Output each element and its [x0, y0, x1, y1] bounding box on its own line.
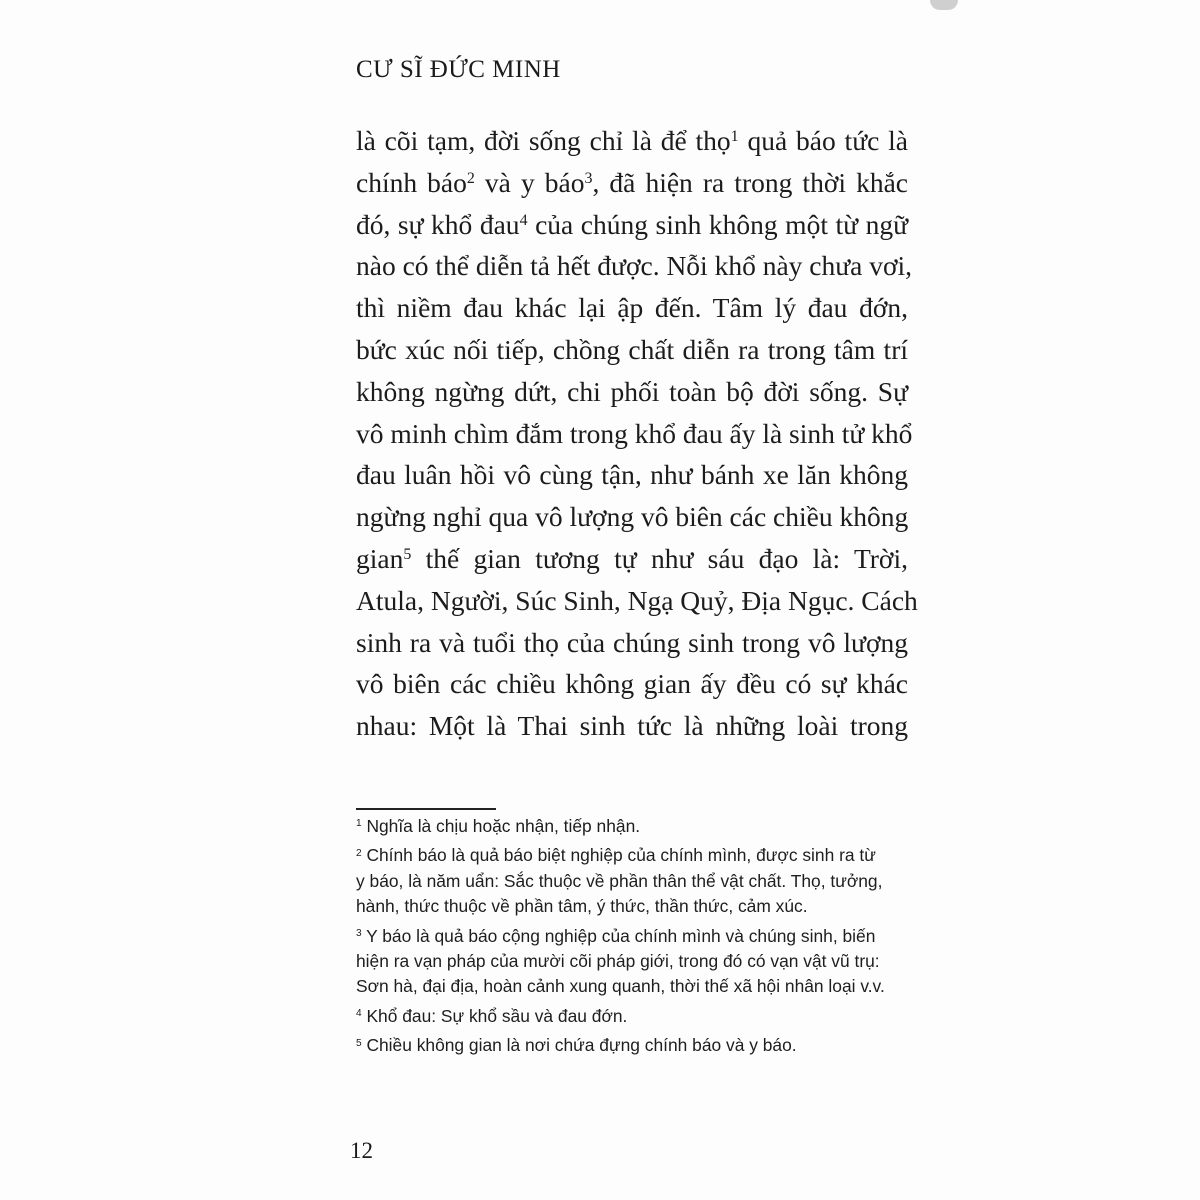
footnote-text: Khổ đau: Sự khổ sầu và đau đớn. — [366, 1005, 628, 1026]
footnote-line — [356, 843, 912, 868]
body-text-run: sinh ra và tuổi thọ của chúng sinh trong vô lượng — [356, 626, 908, 658]
footnote-reference: 3 — [584, 170, 593, 188]
body-text-run: nhau: Một là Thai sinh tức là những loài trong — [356, 710, 908, 742]
footnote-reference: 5 — [403, 546, 412, 564]
body-text-run: gian — [356, 542, 404, 574]
footnote — [356, 924, 912, 1000]
footnote-text: Sơn hà, đại địa, hoàn cảnh xung quanh, thời thế xã hội nhân loại v.v. — [356, 976, 885, 997]
body-text-run: thế gian tương tự như sáu đạo là: Trời, — [411, 542, 908, 574]
footnote-mark: 4 — [356, 1008, 362, 1020]
body-text-run: của chúng sinh không một từ ngữ — [527, 208, 908, 240]
body-text-run: vô minh chìm đắm trong khổ đau ấy là sinh tử khổ — [356, 417, 913, 449]
body-text-run: , đã hiện ra trong thời khắc — [592, 166, 908, 198]
body-line — [356, 580, 918, 622]
footnote-mark: 3 — [356, 928, 362, 940]
body-text-run: thì niềm đau khác lại ập đến. Tâm lý đau đớn, — [356, 292, 908, 324]
footnote-line — [356, 974, 912, 999]
footnote — [356, 814, 912, 839]
body-text-run: quả báo tức là — [738, 125, 908, 156]
footnote-mark: 1 — [356, 818, 362, 830]
body-line — [356, 538, 908, 580]
footnote-text: Y báo là quả báo cộng nghiệp của chính mình và chúng sinh, biến — [366, 925, 876, 946]
footnote-line — [356, 949, 912, 974]
body-text-run: đó, sự khổ đau — [356, 208, 520, 240]
body-text-run: ngừng nghỉ qua vô lượng vô biên các chiều không — [356, 501, 909, 533]
footnotes — [356, 814, 912, 1063]
footnote-line — [356, 1033, 912, 1058]
body-line — [356, 622, 908, 664]
body-text-run: chính báo — [356, 166, 467, 198]
footnote-line — [356, 869, 912, 894]
body-line — [356, 120, 908, 162]
footnote — [356, 1004, 912, 1029]
body-text-run: đau luân hồi vô cùng tận, như bánh xe lăn không — [356, 459, 908, 491]
footnote-mark: 2 — [356, 847, 362, 859]
body-text-run: và y báo — [474, 166, 585, 198]
body-line — [356, 413, 913, 455]
body-text-run: Atula, Người, Súc Sinh, Ngạ Quỷ, Địa Ngục. Cách — [356, 584, 918, 616]
body-line — [356, 454, 908, 496]
body-line — [356, 496, 908, 538]
footnote-reference: 1 — [730, 128, 739, 146]
footnote-text: y báo, là năm uẩn: Sắc thuộc về phần thân thể vật chất. Thọ, tưởng, — [356, 870, 883, 891]
body-text-run: bức xúc nối tiếp, chồng chất diễn ra trong tâm trí — [356, 333, 908, 365]
body-text-run: nào có thể diễn tả hết được. Nỗi khổ này chưa vơi, — [356, 250, 913, 282]
footnote-reference: 4 — [519, 211, 528, 229]
footnote-line — [356, 924, 912, 949]
footnote-separator — [356, 808, 496, 810]
body-line — [356, 663, 908, 705]
footnote — [356, 843, 912, 919]
body-line — [356, 371, 908, 413]
footnote-line — [356, 1004, 912, 1029]
footnote — [356, 1033, 912, 1058]
footnote-text: Chính báo là quả báo biệt nghiệp của chính mình, được sinh ra từ — [366, 845, 876, 866]
body-line — [356, 204, 908, 246]
body-line — [356, 245, 913, 287]
footnote-text: hiện ra vạn pháp của mười cõi pháp giới, trong đó có vạn vật vũ trụ: — [356, 951, 880, 972]
body-line — [356, 287, 908, 329]
footnote-line — [356, 814, 912, 839]
body-line — [356, 705, 908, 747]
footnote-text: hành, thức thuộc về phần tâm, ý thức, thần thức, cảm xúc. — [356, 896, 808, 917]
page-corner-mark — [930, 0, 958, 10]
footnote-text: Nghĩa là chịu hoặc nhận, tiếp nhận. — [366, 816, 641, 836]
body-text-run: không ngừng dứt, chi phối toàn bộ đời sống. Sự — [356, 375, 908, 407]
footnote-line — [356, 894, 912, 919]
body-line — [356, 162, 908, 204]
body-text-run: là cõi tạm, đời sống chỉ là để thọ — [356, 125, 731, 156]
footnote-text: Chiều không gian là nơi chứa đựng chính báo và y báo. — [366, 1035, 797, 1056]
footnote-reference: 2 — [466, 170, 475, 188]
running-head: CƯ SĨ ĐỨC MINH — [356, 56, 561, 83]
body-text — [356, 120, 918, 747]
body-line — [356, 329, 908, 371]
footnote-mark: 5 — [356, 1037, 362, 1049]
page-number: 12 — [350, 1138, 373, 1163]
body-text-run: vô biên các chiều không gian ấy đều có sự khác — [356, 668, 908, 700]
